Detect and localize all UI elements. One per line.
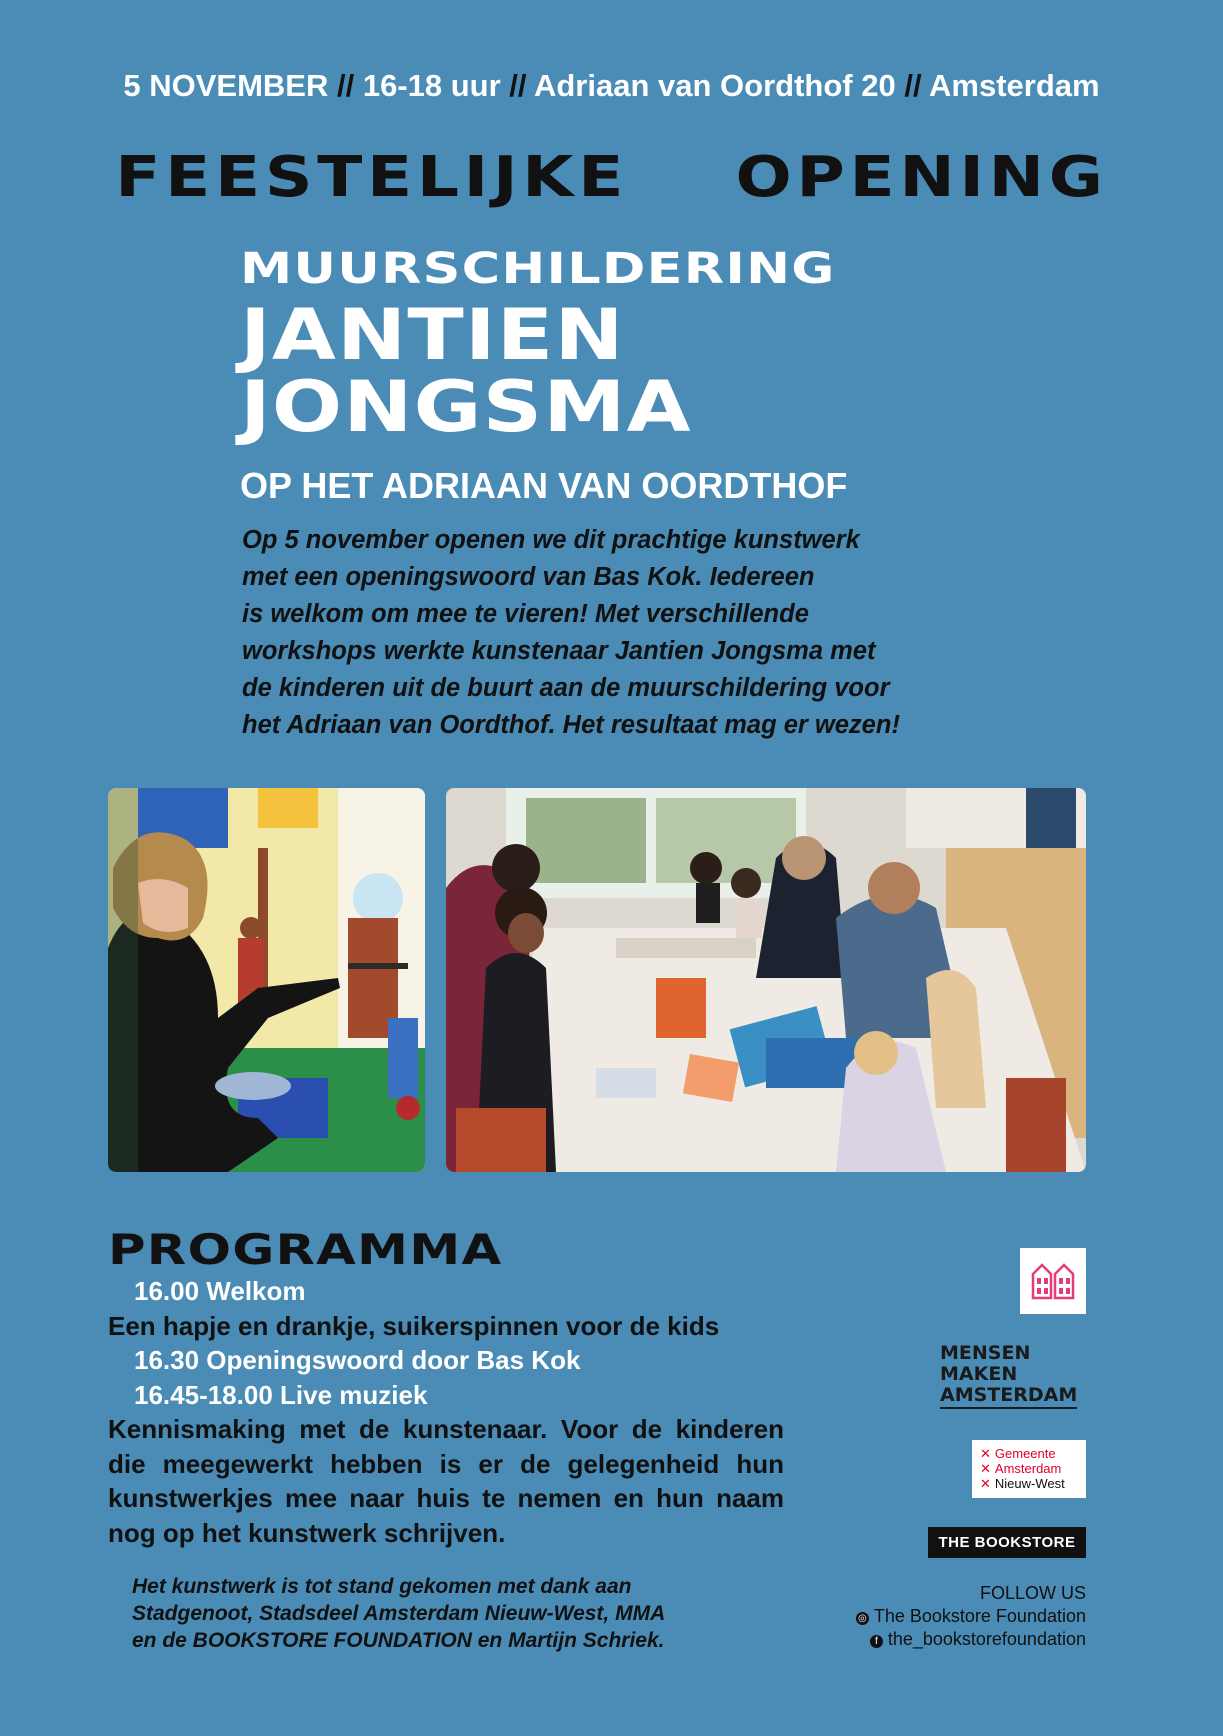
programme-item: 16.30 Openingswoord door Bas Kok (134, 1345, 581, 1375)
separator: // (500, 68, 534, 103)
credits-text (132, 1573, 752, 1654)
intro-line: met een openingswoord van Bas Kok. Iedereen (242, 563, 815, 591)
separator: // (328, 68, 363, 103)
gemeente-line: Nieuw-West (994, 1476, 1065, 1491)
cross-icon: ✕ (980, 1476, 991, 1491)
programme-item: 16.00 Welkom (134, 1276, 306, 1306)
mma-logo-line: MENSEN (940, 1342, 1031, 1364)
programme-description: Kennismaking met de kunstenaar. Voor de kinderen die meegewerkt hebben is er de gelegenheid hun kunstwerkjes mee naar huis te nemen en hun naam nog op het kunstwerk schrijven. (108, 1414, 784, 1548)
date-text: 5 NOVEMBER (123, 68, 329, 103)
intro-line: het Adriaan van Oordthof. Het resultaat mag er wezen! (242, 711, 900, 739)
follow-us-label: FOLLOW US (979, 1583, 1086, 1603)
photo-workshop-children (446, 788, 1086, 1172)
title-subtitle: OP HET ADRIAAN VAN OORDTHOF (240, 465, 848, 506)
programme-list (108, 1274, 784, 1550)
mma-logo-line: MAKEN (940, 1363, 1018, 1385)
facebook-icon: f (870, 1635, 883, 1648)
photo-artist-painting (108, 788, 425, 1172)
instagram-icon: ◎ (856, 1612, 869, 1625)
programme-item: 16.45-18.00 Live muziek (134, 1379, 428, 1410)
intro-paragraph (242, 522, 1002, 744)
intro-line: Op 5 november openen we dit prachtige kunstwerk (242, 526, 860, 554)
title-line-3: JONGSMA (240, 366, 692, 448)
city-text: Amsterdam (929, 68, 1100, 103)
title-block (240, 245, 847, 507)
intro-line: is welkom om mee te vieren! Met verschillende (242, 600, 809, 628)
programme-description: Een hapje en drankje, suikerspinnen voor de kids (108, 1310, 720, 1341)
credits-line: Het kunstwerk is tot stand gekomen met dank aan (132, 1575, 632, 1598)
follow-us-block (856, 1582, 1086, 1651)
headline: FEESTELIJKE OPENING (115, 145, 1108, 210)
time-text: 16-18 uur (362, 68, 501, 103)
address-text: Adriaan van Oordthof 20 (533, 68, 896, 103)
cross-icon: ✕ (980, 1446, 991, 1461)
instagram-link[interactable] (856, 1605, 1086, 1628)
credits-line: en de BOOKSTORE FOUNDATION en Martijn Schriek. (132, 1629, 665, 1652)
intro-line: de kinderen uit de buurt aan de muurschildering voor (242, 674, 890, 702)
credits-line: Stadgenoot, Stadsdeel Amsterdam Nieuw-West, MMA (132, 1602, 666, 1625)
title-line-1: MUURSCHILDERING (240, 244, 836, 294)
date-location-line (0, 68, 1223, 104)
gemeente-logo (972, 1440, 1086, 1498)
title-line-2: JANTIEN (240, 294, 625, 376)
mma-logo (940, 1343, 1077, 1409)
programme-heading: PROGRAMMA (108, 1225, 503, 1274)
facebook-link[interactable] (856, 1628, 1086, 1651)
gemeente-line: Gemeente (994, 1446, 1056, 1461)
houses-logo-icon (1020, 1248, 1086, 1314)
mma-logo-line: AMSTERDAM (940, 1385, 1077, 1409)
intro-line: workshops werkte kunstenaar Jantien Jongsma met (242, 637, 876, 665)
gemeente-line: Amsterdam (994, 1461, 1062, 1476)
cross-icon: ✕ (980, 1461, 991, 1476)
instagram-handle: The Bookstore Foundation (873, 1606, 1086, 1626)
facebook-handle: the_bookstorefoundation (887, 1629, 1086, 1649)
separator: // (895, 68, 930, 103)
bookstore-logo: THE BOOKSTORE (928, 1527, 1086, 1558)
